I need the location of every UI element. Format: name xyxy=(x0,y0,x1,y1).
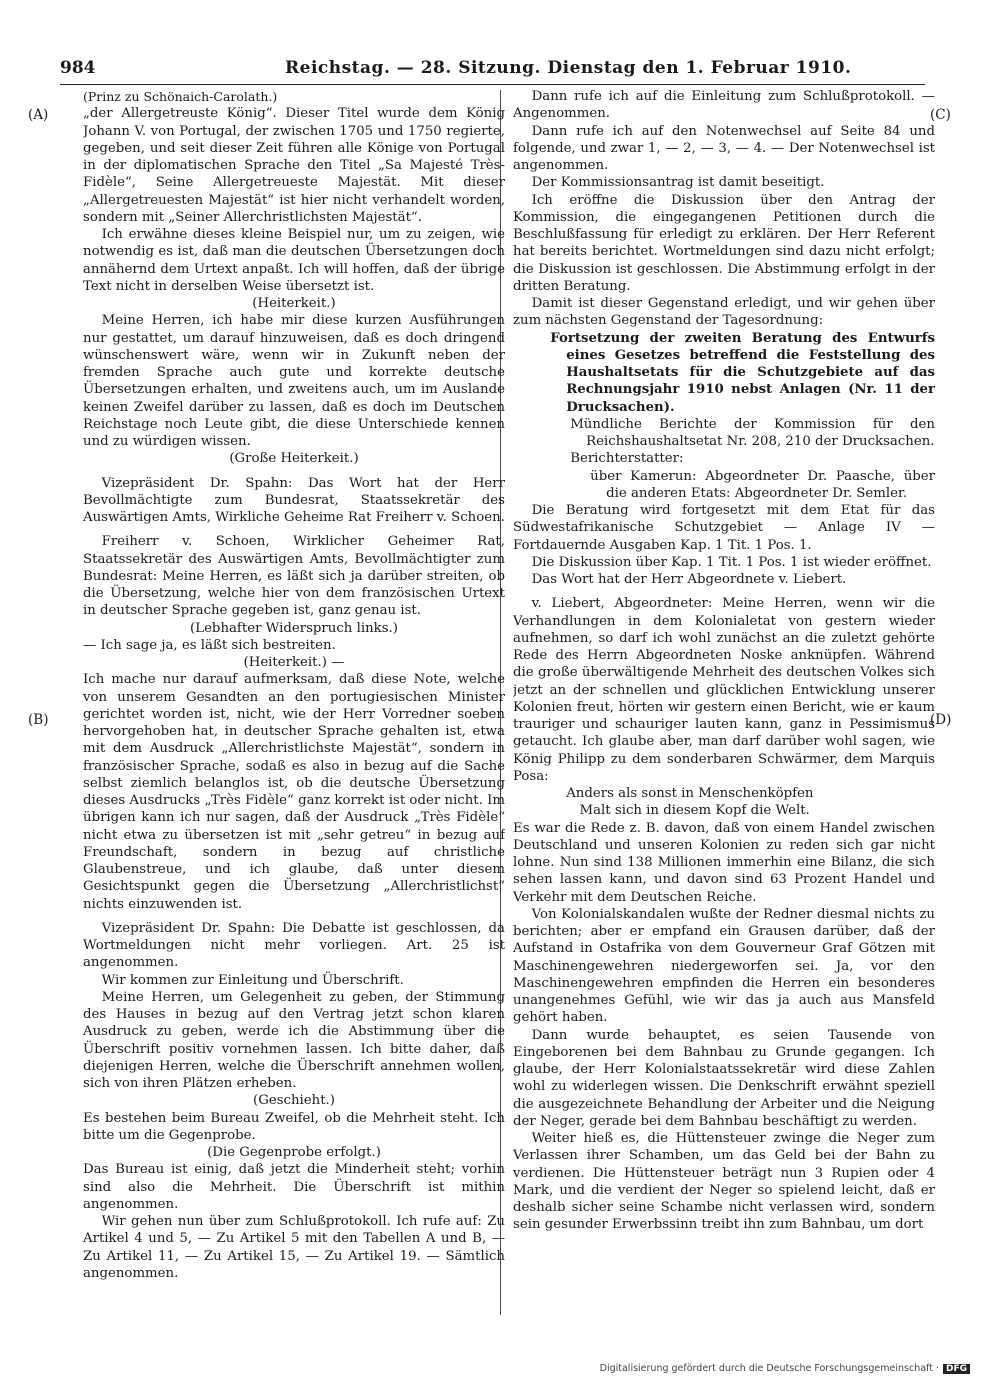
paragraph: — Ich sage ja, es läßt sich bestreiten. xyxy=(83,637,336,653)
page-number: 984 xyxy=(60,58,96,78)
paragraph: Damit ist dieser Gegenstand erledigt, und wir gehen über zum nächsten Gegenstand der Tagesordnung: xyxy=(513,296,935,329)
interjection: (Heiterkeit.) — xyxy=(243,655,345,670)
verse-line: Anders als sonst in Menschenköpfen xyxy=(566,786,814,801)
paragraph-speaker: Freiherr v. Schoen, Wirklicher Geheimer Rat, Staatssekretär des Auswärtigen Amts, Bevollmächtigter zum Bundesrat: Meine Herren, es läßt sich ja darüber streiten, ob die Übersetzung, welche hier von dem französischen Urtext in deutscher Sprache gegeben ist, ganz genau ist. xyxy=(83,534,505,619)
paragraph: Der Kommissionsantrag ist damit beseitigt. xyxy=(531,175,825,191)
paragraph: „der Allergetreuste König“. Dieser Titel wurde dem König Johann V. von Portugal, der zwischen 1705 und 1750 regierte, gegeben, und seit dieser Zeit führen alle Könige von Portugal in der diplomatischen Sprache den Titel „Sa Majesté Très-Fidèle“, Seine Allergetreueste Majestät. Mit dieser „Allergetreuesten Majestät“ ist hier nicht verhandelt worden, sondern mit „Seiner Allerchristlichsten Majestät“. xyxy=(83,106,505,225)
agenda-subitem: Berichterstatter: xyxy=(570,451,684,467)
paragraph: Wir gehen nun über zum Schlußprotokoll. Ich rufe auf: Zu Artikel 4 und 5, — Zu Artikel 5 mit den Tabellen A und B, — Zu Artikel 11, — Zu Artikel 15, — Zu Artikel 19. — Sämtlich angenommen. xyxy=(83,1214,505,1281)
digitization-footer xyxy=(590,1363,970,1381)
paragraph: Es bestehen beim Bureau Zweifel, ob die Mehrheit steht. Ich bitte um die Gegenprobe. xyxy=(83,1110,505,1143)
paragraph: Von Kolonialskandalen wußte der Redner diesmal nichts zu berichten; aber er empfand ein Grausen darüber, daß der Aufstand in Ostafrika von dem Gouverneur Graf Götzen mit Maschinengewehren niedergeworfen sei. Ja, vor den Maschinengewehren empfinden die Herren ein besonderes unangenehmes Gefühl, wie wir das ja auch aus Mansfeld gehört haben. xyxy=(513,906,935,1026)
interjection: (Heiterkeit.) xyxy=(252,296,336,311)
verse-line: Malt sich in diesem Kopf die Welt. xyxy=(579,803,810,819)
interjection: (Lebhafter Widerspruch links.) xyxy=(190,620,398,636)
paragraph: Es war die Rede z. B. davon, daß von einem Handel zwischen Deutschland und unseren Kolonien zu reden sich gar nicht lohne. Nun sind 138 Millionen immerhin eine Bilanz, die sich sehen lassen kann, und davon sind 63 Prozent Handel und Verkehr mit dem Deutschen Reiche. xyxy=(513,820,935,905)
paragraph: Dann rufe ich auf den Notenwechsel auf Seite 84 und folgende, und zwar 1, — 2, — 3, — 4. — Der Notenwechsel ist angenommen. xyxy=(513,123,935,173)
paragraph: Das Wort hat der Herr Abgeordnete v. Liebert. xyxy=(531,572,847,587)
agenda-item: Fortsetzung der zweiten Beratung des Entwurfs eines Gesetzes betreffend die Feststellung des Haushaltsetats für die Schutzgebiete auf das Rechnungsjahr 1910 nebst Anlagen (Nr. 11 der Drucksachen). xyxy=(550,330,935,415)
running-title: Reichstag. — 28. Sitzung. Dienstag den 1. Februar 1910. xyxy=(285,58,852,78)
paragraph: Dann rufe ich auf die Einleitung zum Schlußprotokoll. — Angenommen. xyxy=(513,89,935,122)
paragraph: Weiter hieß es, die Hüttensteuer zwinge die Neger zum Verlassen ihrer Schamben, um das Geld bei der Bahn zu verdienen. Die Hüttensteuer beträgt nun 3 Rupien oder 4 Mark, und die verdient der Neger so spielend leicht, daß er deshalb sicher seine Schambe nicht verlassen wird, sondern sein gesunder Erwerbssinn treibt ihn zum Bahnbau, um dort xyxy=(513,1131,935,1233)
left-column xyxy=(83,88,505,1318)
dfg-logo: DFG xyxy=(943,1364,970,1374)
margin-marker-c: (C) xyxy=(930,107,951,123)
footer-text: Digitalisierung gefördert durch die Deutsche Forschungsgemeinschaft · xyxy=(599,1363,939,1374)
paragraph-speaker: v. Liebert, Abgeordneter: Meine Herren, wenn wir die Verhandlungen in dem Kolonialetat von gestern wieder aufnehmen, so darf ich wohl zunächst an die zuletzt gehörte Rede des Herrn Abgeordneten Noske anknüpfen. Während die große überwältigende Mehrheit des deutschen Volkes sich jetzt an der schnellen und glücklichen Entwicklung unserer Kolonien freut, hörten wir gestern einen Bericht, wie er kaum trauriger und schauriger lauten kann, ganz in Pessimismus getaucht. Ich glaube aber, man darf darüber wohl sagen, wie König Philipp zu dem sonderbaren Schwärmer, dem Marquis Posa: xyxy=(513,596,935,784)
paragraph: Meine Herren, ich habe mir diese kurzen Ausführungen nur gestattet, um darauf hinzuweisen, daß es doch dringend wünschenswert wäre, wenn wir in Zukunft neben der fremden Sprache auch gute und korrekte deutsche Übersetzungen erhalten, und zweitens auch, um im Auslande keinen Zweifel darüber zu lassen, daß es doch im Deutschen Reichstage noch Leute gibt, die diese Unterschiede kennen und zu würdigen wissen. xyxy=(83,313,505,449)
interjection: (Geschieht.) xyxy=(253,1093,335,1109)
paragraph: Meine Herren, um Gelegenheit zu geben, der Stimmung des Hauses in bezug auf den Vertrag jetzt schon klaren Ausdruck zu geben, werde ich die Abstimmung über die Überschrift positiv vornehmen lassen. Ich bitte daher, daß diejenigen Herren, welche die Überschrift annehmen wollen, sich von ihren Plätzen erheben. xyxy=(83,989,505,1091)
margin-marker-a: (A) xyxy=(28,107,49,123)
interjection: (Die Gegenprobe erfolgt.) xyxy=(207,1145,381,1160)
paragraph: Das Bureau ist einig, daß jetzt die Minderheit steht; vorhin sind also die Mehrheit. Die Überschrift ist mithin angenommen. xyxy=(83,1162,505,1212)
paragraph: Dann wurde behauptet, es seien Tausende von Eingeborenen bei dem Bahnbau zu Grunde gegangen. Ich glaube, der Herr Kolonialstaatssekretär wird diese Zahlen wohl zu widerlegen wissen. Die Denkschrift erwähnt speziell die ausgezeichnete Behandlung der Arbeiter und die Neigung der Neger, gerade bei dem Bahnbau beschäftigt zu werden. xyxy=(513,1027,935,1129)
interjection: (Große Heiterkeit.) xyxy=(229,451,359,467)
paragraph: Die Beratung wird fortgesetzt mit dem Etat für das Südwestafrikanische Schutzgebiet — Anlage IV — Fortdauernde Ausgaben Kap. 1 Tit. 1 Pos. 1. xyxy=(513,503,935,553)
paragraph: Ich eröffne die Diskussion über den Antrag der Kommission, die eingegangenen Petitionen durch die Beschlußfassung für erledigt zu erklären. Der Herr Referent hat bereits berichtet. Wortmeldungen sind dazu nicht erfolgt; die Diskussion ist geschlossen. Die Abstimmung erfolgt in der dritten Beratung. xyxy=(513,192,935,294)
paragraph-speaker: Vizepräsident Dr. Spahn: Das Wort hat der Herr Bevollmächtigte zum Bundesrat, Staatssekretär des Auswärtigen Amts, Wirkliche Geheime Rat Freiherr v. Schoen. xyxy=(83,475,505,525)
page-header xyxy=(60,54,925,85)
paragraph: Ich mache nur darauf aufmerksam, daß diese Note, welche von unserem Gesandten an den portugiesischen Minister gerichtet worden ist, nicht, wie der Herr Vorredner soeben hervorgehoben hat, in deutscher Sprache gehalten ist, etwa mit dem Ausdruck „Allerchristlichste Majestät“, sondern in französischer Sprache, sodaß es also in bezug auf die Sache selbst ziemlich belanglos ist, ob die deutsche Übersetzung dieses Ausdrucks „Très Fidèle“ ganz korrekt ist oder nicht. Im übrigen kann ich nur sagen, daß der Ausdruck „Très Fidèle“ nicht etwa zu übersetzen ist mit „sehr getreu“ in bezug auf Freundschaft, sondern in bezug auf christliche Glaubenstreue, und ich glaube, daß unter diesem Gesichtspunkt gegen die Übersetzung „Allerchristlichst“ nichts einzuwenden ist. xyxy=(83,672,505,912)
paragraph: Ich erwähne dieses kleine Beispiel nur, um zu zeigen, wie notwendig es ist, daß man die deutschen Übersetzungen doch annähernd dem Urtext anpaßt. Ich will hoffen, daß der übrige Text nicht in derselben Weise übersetzt ist. xyxy=(83,227,505,294)
margin-marker-b: (B) xyxy=(28,712,49,728)
agenda-subitem: Mündliche Berichte der Kommission für den Reichshaushaltsetat Nr. 208, 210 der Drucksachen. xyxy=(570,416,935,449)
right-column xyxy=(513,88,935,1318)
paragraph-speaker: Vizepräsident Dr. Spahn: Die Debatte ist geschlossen, da Wortmeldungen nicht mehr vorliegen. Art. 25 ist angenommen. xyxy=(83,920,505,971)
paragraph: Die Diskussion über Kap. 1 Tit. 1 Pos. 1 ist wieder eröffnet. xyxy=(531,554,932,570)
paragraph: Wir kommen zur Einleitung und Überschrift. xyxy=(101,972,404,988)
margin-marker-d: (D) xyxy=(930,712,952,728)
agenda-subitem: über Kamerun: Abgeordneter Dr. Paasche, über die anderen Etats: Abgeordneter Dr. Semler. xyxy=(590,468,935,501)
speaker-continuation: (Prinz zu Schönaich-Carolath.) xyxy=(83,89,278,104)
